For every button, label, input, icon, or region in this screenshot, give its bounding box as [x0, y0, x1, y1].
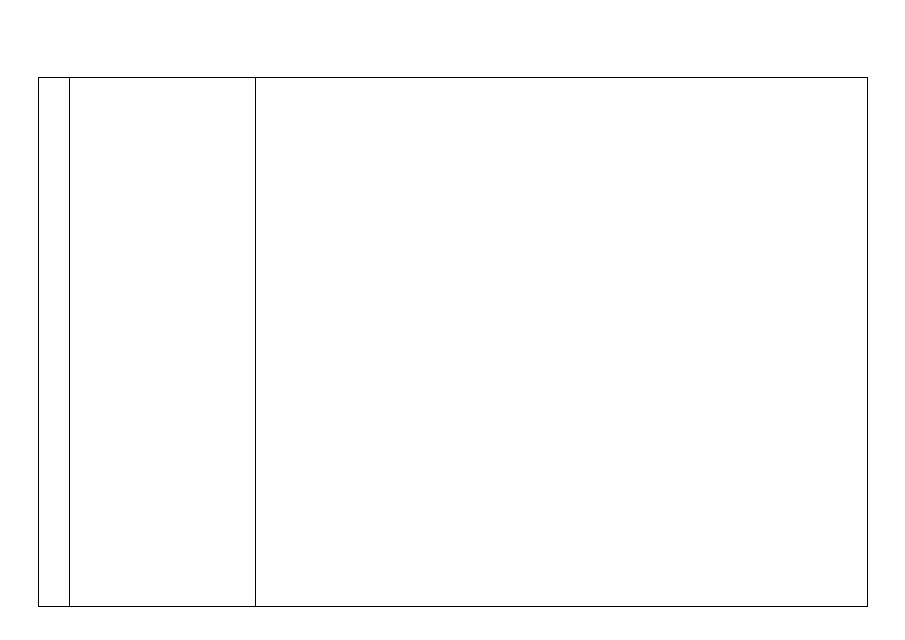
table-row	[39, 78, 868, 607]
empty-cell-number	[39, 78, 70, 607]
content-table	[38, 77, 868, 607]
cell-text-block	[256, 78, 867, 606]
text-cell	[256, 78, 868, 607]
empty-cell-name	[70, 78, 256, 607]
